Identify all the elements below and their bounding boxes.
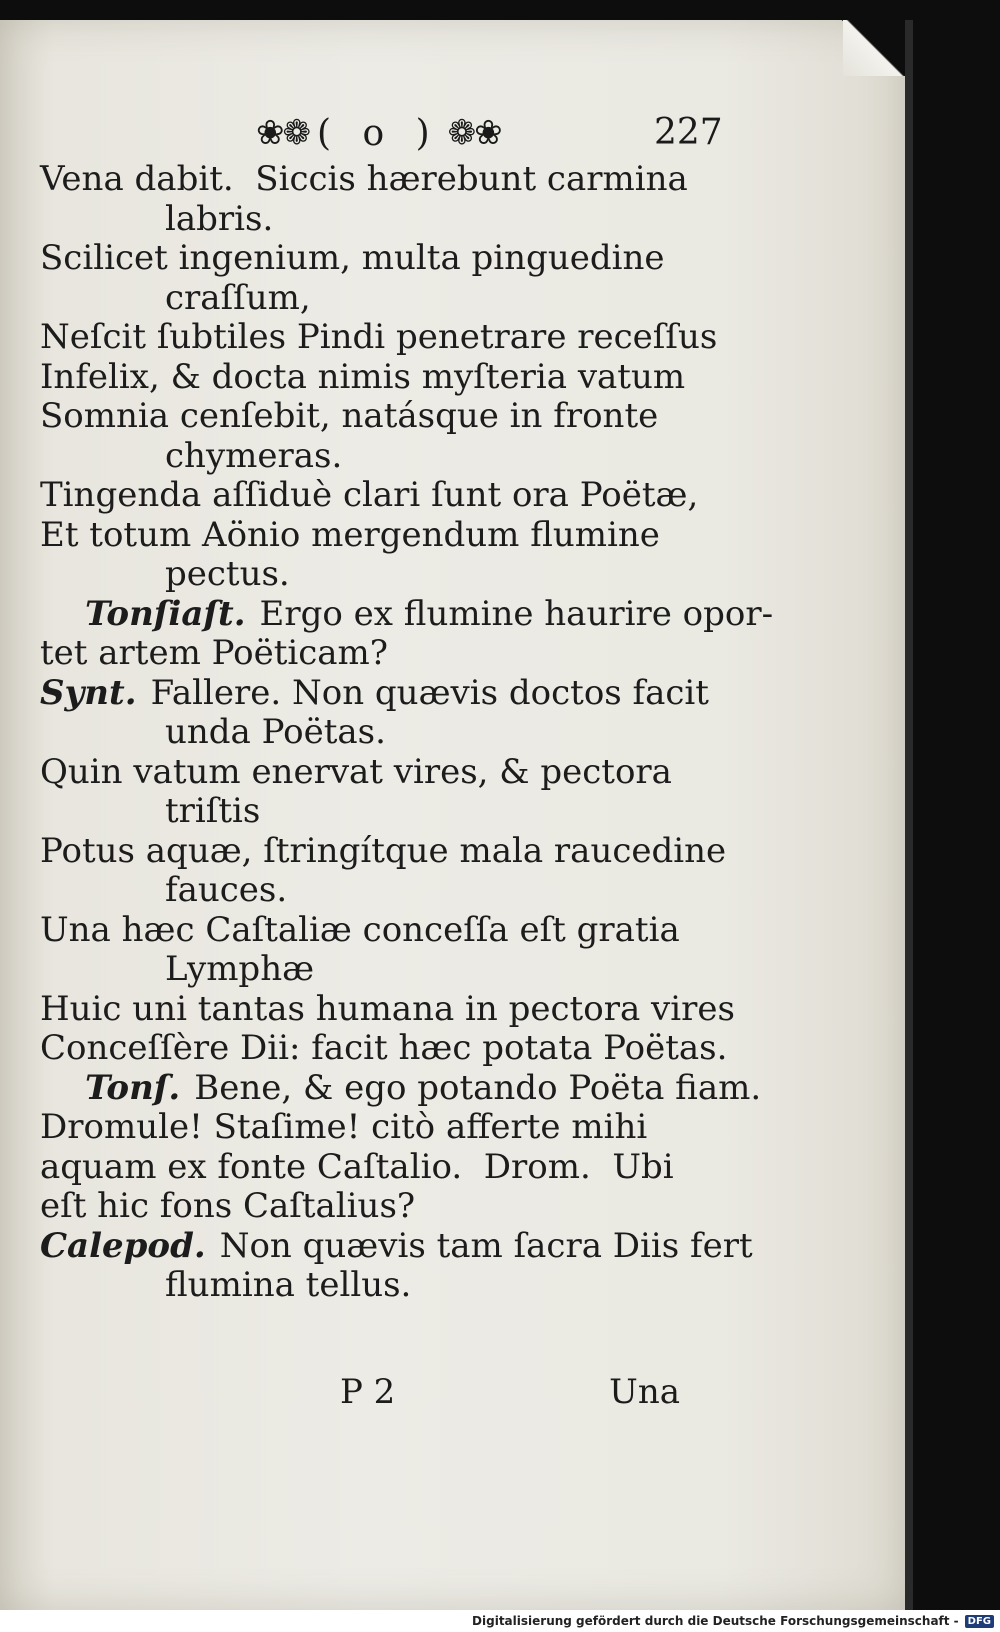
footer-bar xyxy=(0,1610,1000,1632)
text-line xyxy=(40,437,740,477)
text-line xyxy=(40,950,740,990)
text-line xyxy=(40,397,740,437)
catchword: Una xyxy=(609,1372,680,1412)
text-line xyxy=(40,476,740,516)
text-line xyxy=(40,593,774,635)
ornament-right-icon: ❁❀ xyxy=(447,113,501,153)
line-text: craſſum, xyxy=(165,277,311,318)
signature-mark: P 2 xyxy=(340,1372,396,1412)
line-text: Tingenda aſſiduè clari ſunt ora Poëtæ, xyxy=(40,475,699,515)
text-line xyxy=(40,516,740,556)
catchline xyxy=(340,1372,680,1412)
header-paren: ( o ) xyxy=(316,112,440,154)
text-line xyxy=(40,239,740,279)
text-line xyxy=(40,1266,740,1306)
line-text: Et totum Aönio mergendum flumine xyxy=(40,514,660,555)
line-text: Bene, & ego potando Poëta fiam. xyxy=(194,1067,762,1108)
page-edge xyxy=(905,20,913,1610)
speaker-name: Tonſ. xyxy=(85,1067,181,1108)
page-number: 227 xyxy=(654,112,723,153)
text-line xyxy=(40,1067,762,1109)
text-line xyxy=(40,634,740,674)
line-text: fauces. xyxy=(165,870,288,910)
text-line xyxy=(40,358,740,398)
line-text: Potus aquæ, ſtringítque mala raucedine xyxy=(40,830,727,871)
line-text: tet artem Poëticam? xyxy=(40,633,389,673)
line-text: Lymphæ xyxy=(165,949,315,989)
text-line xyxy=(40,318,740,358)
line-text: eſt hic fons Caſtalius? xyxy=(40,1186,416,1226)
text-line xyxy=(40,279,740,319)
line-text: Vena dabit. Siccis hærebunt carmina xyxy=(40,159,688,199)
text-line xyxy=(40,555,740,595)
line-text: unda Poëtas. xyxy=(165,712,386,752)
line-text: Somnia cenſebit, natásque in fronte xyxy=(40,396,659,436)
footer-text: Digitalisierung gefördert durch die Deutsche Forschungsgemeinschaft - xyxy=(472,1614,959,1628)
text-line xyxy=(40,713,740,753)
text-line xyxy=(40,792,740,832)
text-line xyxy=(40,1108,740,1148)
line-text: Ergo ex flumine haurire opor- xyxy=(259,593,774,634)
line-text: flumina tellus. xyxy=(165,1265,412,1305)
dfg-logo-icon: DFG xyxy=(965,1615,994,1628)
line-text: pectus. xyxy=(165,554,290,594)
line-text: Infelix, & docta nimis myſteria vatum xyxy=(40,356,686,397)
text-line xyxy=(40,200,740,240)
text-line xyxy=(40,1187,740,1227)
line-text: Scilicet ingenium, multa pinguedine xyxy=(40,238,665,278)
text-line xyxy=(40,753,740,793)
text-line xyxy=(40,1225,753,1267)
text-line xyxy=(40,1029,740,1069)
line-text: Dromule! Staſime! citò afferte mihi xyxy=(40,1107,648,1147)
line-text: Una hæc Caſtaliæ conceſſa eſt gratia xyxy=(40,909,680,950)
line-text: chymeras. xyxy=(165,435,343,476)
speaker-name: Tonſiaſt. xyxy=(85,593,246,634)
line-text: Conceſſère Dii: facit hæc potata Poëtas. xyxy=(40,1028,728,1068)
line-text: triſtis xyxy=(165,791,261,831)
line-text: Quin vatum enervat vires, & pectora xyxy=(40,751,672,792)
text-line xyxy=(40,990,740,1030)
speaker-name: Calepod. xyxy=(40,1225,206,1266)
line-text: Fallere. Non quævis doctos facit xyxy=(150,672,709,713)
speaker-name: Synt. xyxy=(40,672,137,713)
folded-corner xyxy=(843,20,905,76)
text-line xyxy=(40,832,740,872)
line-text: Non quævis tam ſacra Diis fert xyxy=(219,1225,753,1266)
text-line xyxy=(40,160,740,200)
line-text: Huic uni tantas humana in pectora vires xyxy=(40,988,735,1029)
text-line xyxy=(40,674,740,714)
line-text: Neſcit ſubtiles Pindi penetrare receſſus xyxy=(40,317,718,357)
line-text: labris. xyxy=(165,198,274,239)
text-line xyxy=(40,1148,740,1188)
ornament-left-icon: ❀❁ xyxy=(256,113,309,153)
page-body xyxy=(40,159,774,1306)
text-line xyxy=(40,871,740,911)
text-line xyxy=(40,911,740,951)
line-text: aquam ex fonte Caſtalio. Drom. Ubi xyxy=(40,1146,674,1187)
